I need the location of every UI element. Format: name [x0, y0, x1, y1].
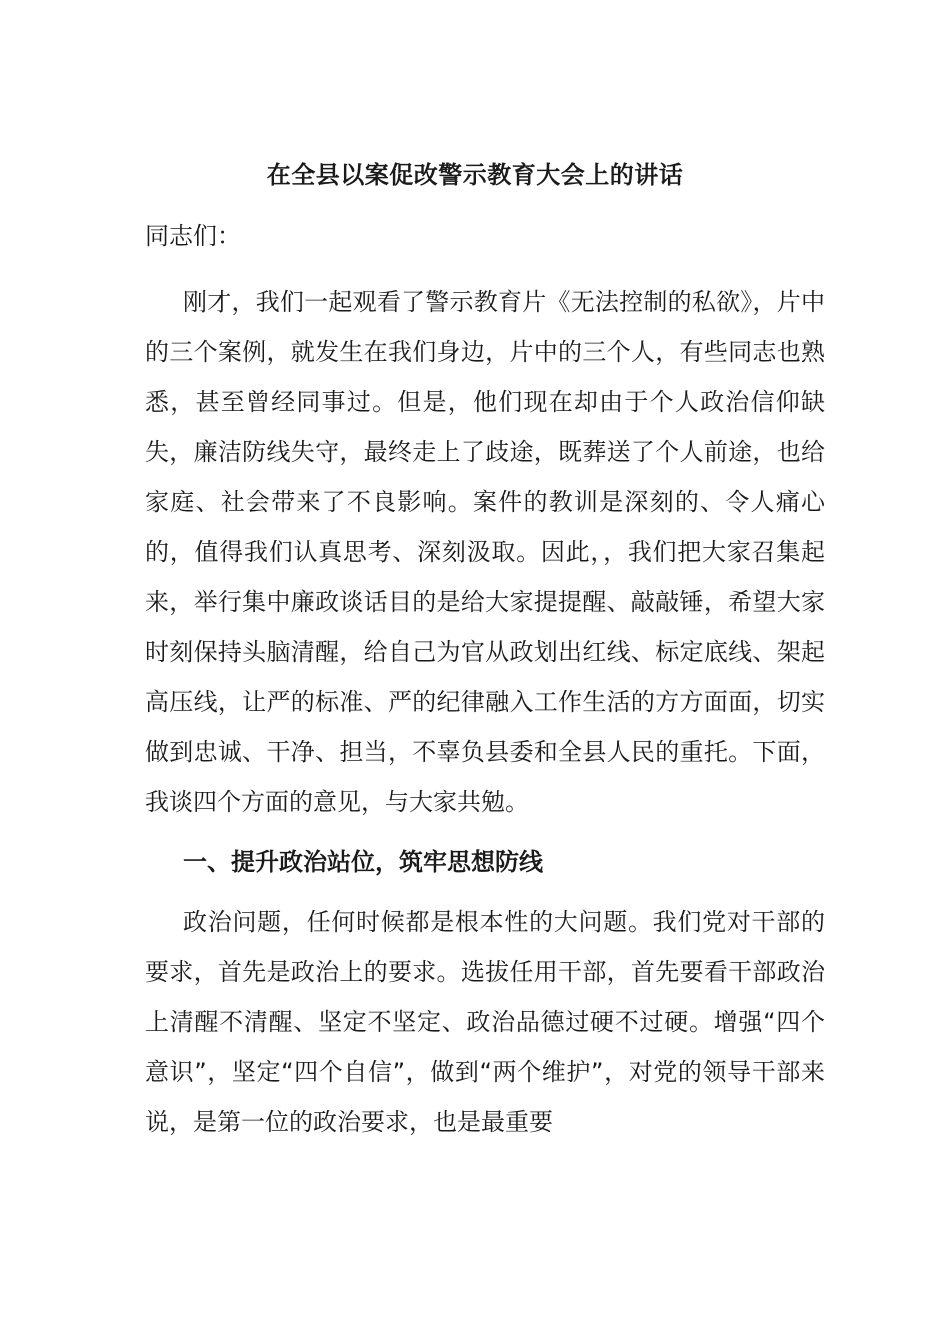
section-heading: 一、提升政治站位，筑牢思想防线	[183, 848, 543, 876]
paragraph-intro: 刚才，我们一起观看了警示教育片《无法控制的私欲》，片中的三个案例，就发生在我们身边，片中的三个人，有些同志也熟悉，甚至曾经同事过。但是，他们现在却由于个人政治信仰缺失，廉洁防线失守，最终走上了歧途，既葬送了个人前途，也给家庭、社会带来了不良影响。案件的教训是深刻的、令人痛心的，值得我们认真思考、深刻汲取。因此，，我们把大家召集起来，举行集中廉政谈话目的是给大家提提醒、敲敲锤，希望大家时刻保持头脑清醒，给自己为官从政划出红线、标定底线、架起高压线，让严的标准、严的纪律融入工作生活的方方面面，切实做到忠诚、干净、担当，不辜负县委和全县人民的重托。下面，我谈四个方面的意见，与大家共勉。	[145, 288, 825, 816]
document-body	[145, 277, 825, 1147]
document-title: 在全县以案促改警示教育大会上的讲话	[266, 161, 684, 189]
paragraph-section-1: 政治问题，任何时候都是根本性的大问题。我们党对干部的要求，首先是政治上的要求。选拔任用干部，首先要看干部政治上清醒不清醒、坚定不坚定、政治品德过硬不过硬。增强“四个意识”，坚定“四个自信”，做到“两个维护”，对党的领导干部来说，是第一位的政治要求，也是最重要	[145, 908, 825, 1136]
salutation: 同志们：	[145, 222, 241, 250]
